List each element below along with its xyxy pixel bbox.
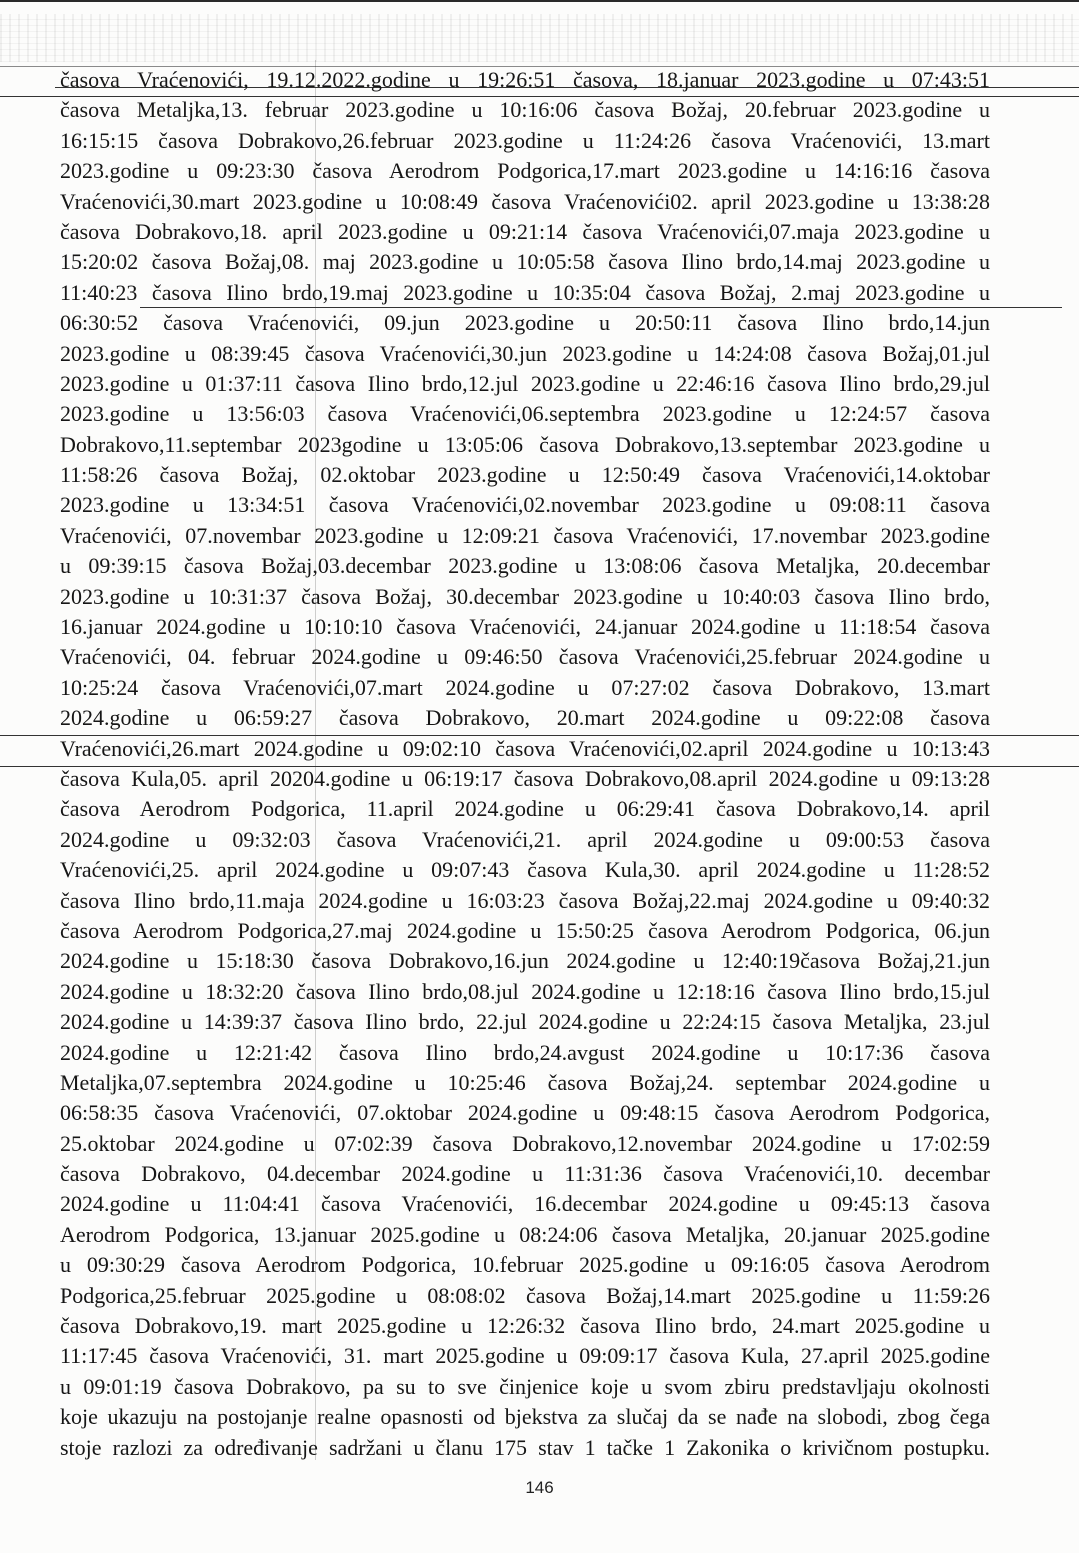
text-line: Vraćenovići, 04. februar 2024.godine u 09:46:50 časova Vraćenovići,25.februar 2024.godine u [60,644,990,670]
text-line: 2023.godine u 10:31:37 časova Božaj, 30.decembar 2023.godine u 10:40:03 časova Ilino brdo, [60,583,990,609]
text-line: 2024.godine u 09:32:03 časova Vraćenovići,21. april 2024.godine u 09:00:53 časova [60,826,990,852]
text-line: 16:15:15 časova Dobrakovo,26.februar 2023.godine u 11:24:26 časova Vraćenovići, 13.mart [60,127,990,153]
text-line: 2024.godine u 18:32:20 časova Ilino brdo,08.jul 2024.godine u 12:18:16 časova Ilino brdo,15.jul [60,978,990,1004]
text-line: u 09:30:29 časova Aerodrom Podgorica, 10.februar 2025.godine u 09:16:05 časova Aerodrom [60,1252,990,1278]
text-line: 10:25:24 časova Vraćenovići,07.mart 2024.godine u 07:27:02 časova Dobrakovo, 13.mart [60,674,990,700]
text-line: časova Dobrakovo,18. april 2023.godine u 09:21:14 časova Vraćenovići,07.maja 2023.godine u [60,218,990,244]
text-line: Vraćenovići,25. april 2024.godine u 09:07:43 časova Kula,30. april 2024.godine u 11:28:52 [60,857,990,883]
text-line: Vraćenovići, 07.novembar 2023.godine u 12:09:21 časova Vraćenovići, 17.novembar 2023.godine [60,522,990,548]
text-line: 11:17:45 časova Vraćenovići, 31. mart 2025.godine u 09:09:17 časova Kula, 27.april 2025.godine [60,1343,990,1369]
text-line: 2024.godine u 11:04:41 časova Vraćenovići, 16.decembar 2024.godine u 09:45:13 časova [60,1191,990,1217]
text-line: Dobrakovo,11.septembar 2023godine u 13:05:06 časova Dobrakovo,13.septembar 2023.godine u [60,431,990,457]
top-edge-line [0,0,1079,2]
document-body [60,65,990,1463]
text-line: časova Aerodrom Podgorica, 11.april 2024.godine u 06:29:41 časova Dobrakovo,14. april [60,796,990,822]
text-line: Podgorica,25.februar 2025.godine u 08:08:02 časova Božaj,14.mart 2025.godine u 11:59:26 [60,1282,990,1308]
text-line: 2024.godine u 12:21:42 časova Ilino brdo,24.avgust 2024.godine u 10:17:36 časova [60,1039,990,1065]
text-line: 11:40:23 časova Ilino brdo,19.maj 2023.godine u 10:35:04 časova Božaj, 2.maj 2023.godine u [60,279,990,305]
text-line: 2023.godine u 08:39:45 časova Vraćenovići,30.jun 2023.godine u 14:24:08 časova Božaj,01.jul [60,340,990,366]
text-line: 25.oktobar 2024.godine u 07:02:39 časova Dobrakovo,12.novembar 2024.godine u 17:02:59 [60,1130,990,1156]
scan-noise [0,14,1079,62]
text-line: u 09:01:19 časova Dobrakovo, pa su to sve činjenice koje u svom zbiru predstavljaju okolnosti [60,1373,990,1399]
text-line: 2024.godine u 06:59:27 časova Dobrakovo, 20.mart 2024.godine u 09:22:08 časova [60,705,990,731]
text-line: 06:30:52 časova Vraćenovići, 09.jun 2023.godine u 20:50:11 časova Ilino brdo,14.jun [60,310,990,336]
text-line: časova Aerodrom Podgorica,27.maj 2024.godine u 15:50:25 časova Aerodrom Podgorica, 06.jun [60,917,990,943]
text-line: časova Metaljka,13. februar 2023.godine u 10:16:06 časova Božaj, 20.februar 2023.godine u [60,97,990,123]
text-line: Aerodrom Podgorica, 13.januar 2025.godine u 08:24:06 časova Metaljka, 20.januar 2025.godine [60,1221,990,1247]
text-line: Vraćenovići,30.mart 2023.godine u 10:08:49 časova Vraćenovići02. april 2023.godine u 13:38:28 [60,188,990,214]
text-line: 2024.godine u 15:18:30 časova Dobrakovo,16.jun 2024.godine u 12:40:19časova Božaj,21.jun [60,948,990,974]
text-line: stoje razlozi za određivanje sadržani u članu 175 stav 1 tačke 1 Zakonika o krivičnom postupku. [60,1434,990,1460]
text-line: Metaljka,07.septembra 2024.godine u 10:25:46 časova Božaj,24. septembar 2024.godine u [60,1069,990,1095]
text-line: 2023.godine u 13:34:51 časova Vraćenovići,02.novembar 2023.godine u 09:08:11 časova [60,492,990,518]
text-line: 16.januar 2024.godine u 10:10:10 časova Vraćenovići, 24.januar 2024.godine u 11:18:54 časova [60,614,990,640]
text-line: 11:58:26 časova Božaj, 02.oktobar 2023.godine u 12:50:49 časova Vraćenovići,14.oktobar [60,462,990,488]
text-line: časova Dobrakovo, 04.decembar 2024.godine u 11:31:36 časova Vraćenovići,10. decembar [60,1161,990,1187]
text-line: časova Dobrakovo,19. mart 2025.godine u 12:26:32 časova Ilino brdo, 24.mart 2025.godine u [60,1313,990,1339]
text-line: 2023.godine u 01:37:11 časova Ilino brdo,12.jul 2023.godine u 22:46:16 časova Ilino brdo,29.jul [60,370,990,396]
text-line: koje ukazuju na postojanje realne opasnosti od bjekstva za slučaj da se nađe na slobodi, zbog čega [60,1404,990,1430]
text-line: 2024.godine u 14:39:37 časova Ilino brdo, 22.jul 2024.godine u 22:24:15 časova Metaljka, 23.jul [60,1009,990,1035]
page-number: 146 [525,1478,554,1497]
text-line: 06:58:35 časova Vraćenovići, 07.oktobar 2024.godine u 09:48:15 časova Aerodrom Podgorica, [60,1100,990,1126]
text-line: 2023.godine u 09:23:30 časova Aerodrom Podgorica,17.mart 2023.godine u 14:16:16 časova [60,158,990,184]
text-line: Vraćenovići,26.mart 2024.godine u 09:02:10 časova Vraćenovići,02.april 2024.godine u 10:13:43 [60,735,990,761]
text-line: 15:20:02 časova Božaj,08. maj 2023.godine u 10:05:58 časova Ilino brdo,14.maj 2023.godine u [60,249,990,275]
text-line: 2023.godine u 13:56:03 časova Vraćenovići,06.septembra 2023.godine u 12:24:57 časova [60,401,990,427]
text-line: časova Kula,05. april 20204.godine u 06:19:17 časova Dobrakovo,08.april 2024.godine u 09:13:28 [60,765,990,791]
text-line: časova Vraćenovići, 19.12.2022.godine u 19:26:51 časova, 18.januar 2023.godine u 07:43:51 [60,67,990,92]
text-line: časova Ilino brdo,11.maja 2024.godine u 16:03:23 časova Božaj,22.maj 2024.godine u 09:40:32 [60,887,990,913]
text-line: u 09:39:15 časova Božaj,03.decembar 2023.godine u 13:08:06 časova Metaljka, 20.decembar [60,553,990,579]
